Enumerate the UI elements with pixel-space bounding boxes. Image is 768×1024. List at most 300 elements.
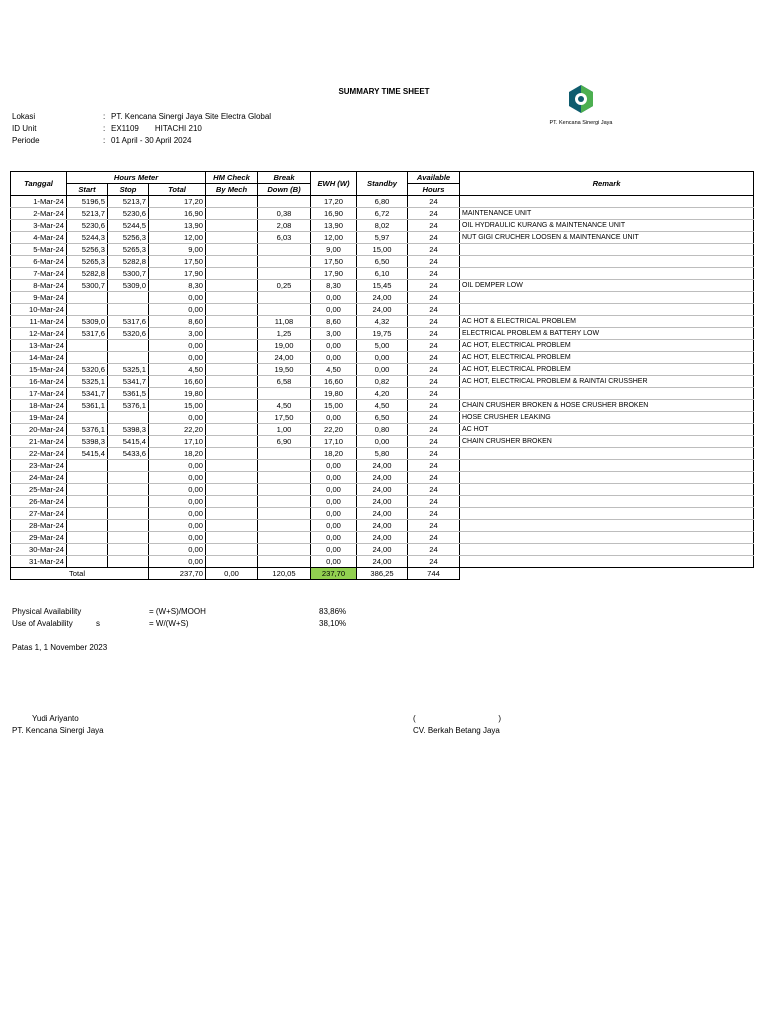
company-logo-text: PT. Kencana Sinergi Jaya <box>549 120 613 126</box>
cell-remark <box>460 520 754 532</box>
cell-stop <box>108 484 149 496</box>
cell-start: 5415,4 <box>67 448 108 460</box>
cell-date: 11-Mar-24 <box>11 316 67 328</box>
cell-remark: HOSE CRUSHER LEAKING <box>460 412 754 424</box>
header-breakdown-1: Break <box>258 172 311 184</box>
cell-standby: 15,45 <box>357 280 408 292</box>
cell-standby: 4,20 <box>357 388 408 400</box>
location-label: Lokasi <box>12 112 36 121</box>
cell-total: 12,00 <box>149 232 206 244</box>
cell-standby: 6,50 <box>357 256 408 268</box>
cell-start: 5196,5 <box>67 196 108 208</box>
cell-breakdown: 6,58 <box>258 376 311 388</box>
cell-ewh: 15,00 <box>311 400 357 412</box>
cell-stop <box>108 544 149 556</box>
cell-breakdown: 19,00 <box>258 340 311 352</box>
table-row <box>11 448 754 460</box>
header-standby: Standby <box>357 172 408 196</box>
cell-date: 10-Mar-24 <box>11 304 67 316</box>
availability-formulas <box>12 606 346 630</box>
cell-ewh: 0,00 <box>311 352 357 364</box>
cell-breakdown: 4,50 <box>258 400 311 412</box>
cell-breakdown: 1,25 <box>258 328 311 340</box>
cell-available: 24 <box>408 352 460 364</box>
cell-remark <box>460 256 754 268</box>
cell-standby: 24,00 <box>357 496 408 508</box>
table-row <box>11 412 754 424</box>
cell-stop <box>108 292 149 304</box>
cell-ewh: 4,50 <box>311 364 357 376</box>
cell-breakdown <box>258 532 311 544</box>
total-standby: 386,25 <box>357 568 408 580</box>
cell-start: 5213,7 <box>67 208 108 220</box>
cell-available: 24 <box>408 304 460 316</box>
table-row <box>11 304 754 316</box>
cell-remark: AC HOT & ELECTRICAL PROBLEM <box>460 316 754 328</box>
cell-remark <box>460 556 754 568</box>
cell-hm-check <box>206 556 258 568</box>
cell-start: 5398,3 <box>67 436 108 448</box>
cell-breakdown: 24,00 <box>258 352 311 364</box>
cell-total: 0,00 <box>149 304 206 316</box>
cell-standby: 5,97 <box>357 232 408 244</box>
cell-date: 6-Mar-24 <box>11 256 67 268</box>
period-label: Periode <box>12 136 40 145</box>
cell-available: 24 <box>408 532 460 544</box>
cell-date: 27-Mar-24 <box>11 508 67 520</box>
cell-start: 5320,6 <box>67 364 108 376</box>
cell-available: 24 <box>408 424 460 436</box>
cell-start <box>67 532 108 544</box>
cell-hm-check <box>206 268 258 280</box>
cell-remark <box>460 196 754 208</box>
cell-stop <box>108 304 149 316</box>
cell-available: 24 <box>408 496 460 508</box>
cell-total: 19,80 <box>149 388 206 400</box>
cell-date: 22-Mar-24 <box>11 448 67 460</box>
total-hours: 237,70 <box>149 568 206 580</box>
cell-available: 24 <box>408 208 460 220</box>
cell-start <box>67 460 108 472</box>
cell-total: 8,30 <box>149 280 206 292</box>
cell-ewh: 16,90 <box>311 208 357 220</box>
cell-breakdown <box>258 460 311 472</box>
cell-hm-check <box>206 232 258 244</box>
total-remark-empty <box>460 568 754 580</box>
cell-breakdown <box>258 448 311 460</box>
cell-start <box>67 484 108 496</box>
table-row <box>11 232 754 244</box>
cell-start <box>67 544 108 556</box>
cell-available: 24 <box>408 280 460 292</box>
cell-start: 5341,7 <box>67 388 108 400</box>
cell-total: 16,90 <box>149 208 206 220</box>
cell-total: 0,00 <box>149 292 206 304</box>
cell-available: 24 <box>408 220 460 232</box>
cell-hm-check <box>206 544 258 556</box>
cell-available: 24 <box>408 364 460 376</box>
paren-close: ) <box>498 714 501 723</box>
table-row <box>11 376 754 388</box>
cell-remark <box>460 508 754 520</box>
cell-breakdown: 17,50 <box>258 412 311 424</box>
paren-open: ( <box>413 714 416 723</box>
location-value: PT. Kencana Sinergi Jaya Site Electra Global <box>111 112 272 121</box>
cell-breakdown: 19,50 <box>258 364 311 376</box>
cell-available: 24 <box>408 316 460 328</box>
cell-available: 24 <box>408 340 460 352</box>
cell-breakdown <box>258 244 311 256</box>
cell-standby: 0,80 <box>357 424 408 436</box>
cell-hm-check <box>206 436 258 448</box>
header-breakdown-2: Down (B) <box>258 184 311 196</box>
cell-available: 24 <box>408 256 460 268</box>
cell-breakdown <box>258 256 311 268</box>
cell-hm-check <box>206 280 258 292</box>
cell-date: 20-Mar-24 <box>11 424 67 436</box>
cell-breakdown: 0,25 <box>258 280 311 292</box>
cell-available: 24 <box>408 388 460 400</box>
formula-label: Physical Availability <box>12 607 82 616</box>
cell-hm-check <box>206 196 258 208</box>
cell-ewh: 0,00 <box>311 496 357 508</box>
cell-standby: 24,00 <box>357 520 408 532</box>
cell-hm-check <box>206 340 258 352</box>
cell-hm-check <box>206 388 258 400</box>
cell-available: 24 <box>408 556 460 568</box>
cell-start: 5244,3 <box>67 232 108 244</box>
cell-start <box>67 352 108 364</box>
cell-start: 5376,1 <box>67 424 108 436</box>
cell-total: 0,00 <box>149 508 206 520</box>
cell-total: 17,90 <box>149 268 206 280</box>
cell-available: 24 <box>408 376 460 388</box>
cell-breakdown <box>258 292 311 304</box>
cell-remark <box>460 292 754 304</box>
cell-remark <box>460 544 754 556</box>
cell-breakdown <box>258 472 311 484</box>
cell-remark <box>460 484 754 496</box>
formula-value: 38,10% <box>319 619 347 628</box>
cell-ewh: 18,20 <box>311 448 357 460</box>
cell-stop: 5244,5 <box>108 220 149 232</box>
cell-ewh: 0,00 <box>311 292 357 304</box>
cell-available: 24 <box>408 544 460 556</box>
unit-label: ID Unit <box>12 124 37 133</box>
cell-standby: 6,10 <box>357 268 408 280</box>
cell-standby: 4,50 <box>357 400 408 412</box>
company-logo-icon <box>566 84 596 114</box>
cell-standby: 24,00 <box>357 556 408 568</box>
colon: : <box>103 124 106 133</box>
cell-standby: 24,00 <box>357 532 408 544</box>
cell-ewh: 22,20 <box>311 424 357 436</box>
cell-total: 0,00 <box>149 472 206 484</box>
cell-start <box>67 508 108 520</box>
cell-start: 5230,6 <box>67 220 108 232</box>
cell-remark: CHAIN CRUSHER BROKEN & HOSE CRUSHER BROKEN <box>460 400 754 412</box>
cell-standby: 24,00 <box>357 544 408 556</box>
cell-start <box>67 412 108 424</box>
table-row <box>11 280 754 292</box>
cell-start: 5317,6 <box>67 328 108 340</box>
cell-standby: 6,80 <box>357 196 408 208</box>
table-row <box>11 436 754 448</box>
cell-stop: 5398,3 <box>108 424 149 436</box>
cell-total: 15,00 <box>149 400 206 412</box>
table-row <box>11 220 754 232</box>
place-date: Patas 1, 1 November 2023 <box>12 643 108 652</box>
table-row <box>11 292 754 304</box>
cell-hm-check <box>206 328 258 340</box>
cell-hm-check <box>206 316 258 328</box>
cell-date: 17-Mar-24 <box>11 388 67 400</box>
cell-total: 0,00 <box>149 532 206 544</box>
cell-date: 8-Mar-24 <box>11 280 67 292</box>
cell-start <box>67 304 108 316</box>
cell-breakdown: 0,38 <box>258 208 311 220</box>
cell-hm-check <box>206 256 258 268</box>
cell-hm-check <box>206 412 258 424</box>
cell-hm-check <box>206 220 258 232</box>
header-hm-check-1: HM Check <box>206 172 258 184</box>
colon: : <box>103 112 106 121</box>
cell-date: 13-Mar-24 <box>11 340 67 352</box>
cell-available: 24 <box>408 448 460 460</box>
total-hm-check: 0,00 <box>206 568 258 580</box>
cell-remark <box>460 388 754 400</box>
cell-date: 23-Mar-24 <box>11 460 67 472</box>
cell-start: 5256,3 <box>67 244 108 256</box>
cell-total: 0,00 <box>149 412 206 424</box>
cell-total: 18,20 <box>149 448 206 460</box>
cell-breakdown <box>258 268 311 280</box>
cell-date: 5-Mar-24 <box>11 244 67 256</box>
cell-breakdown: 6,90 <box>258 436 311 448</box>
cell-stop: 5309,0 <box>108 280 149 292</box>
cell-standby: 5,00 <box>357 340 408 352</box>
cell-hm-check <box>206 244 258 256</box>
table-row <box>11 364 754 376</box>
cell-standby: 19,75 <box>357 328 408 340</box>
cell-hm-check <box>206 532 258 544</box>
unit-model: HITACHI 210 <box>154 124 202 133</box>
cell-hm-check <box>206 208 258 220</box>
cell-ewh: 0,00 <box>311 520 357 532</box>
table-row <box>11 556 754 568</box>
cell-ewh: 8,30 <box>311 280 357 292</box>
cell-total: 0,00 <box>149 340 206 352</box>
cell-date: 7-Mar-24 <box>11 268 67 280</box>
cell-start: 5300,7 <box>67 280 108 292</box>
cell-start: 5265,3 <box>67 256 108 268</box>
cell-remark: AC HOT, ELECTRICAL PROBLEM <box>460 364 754 376</box>
cell-hm-check <box>206 484 258 496</box>
formula-label: Use of Avalability <box>12 619 73 628</box>
signature-blank <box>413 714 501 723</box>
cell-stop: 5433,6 <box>108 448 149 460</box>
formula-expression: = W/(W+S) <box>149 619 189 628</box>
cell-ewh: 9,00 <box>311 244 357 256</box>
unit-id: EX1109 <box>111 124 139 133</box>
table-row <box>11 400 754 412</box>
table-row <box>11 208 754 220</box>
cell-standby: 0,00 <box>357 352 408 364</box>
cell-stop: 5213,7 <box>108 196 149 208</box>
cell-date: 21-Mar-24 <box>11 436 67 448</box>
table-row <box>11 340 754 352</box>
cell-remark: CHAIN CRUSHER BROKEN <box>460 436 754 448</box>
table-row <box>11 256 754 268</box>
cell-stop: 5256,3 <box>108 232 149 244</box>
table-row <box>11 496 754 508</box>
table-row <box>11 388 754 400</box>
cell-stop <box>108 460 149 472</box>
table-row <box>11 532 754 544</box>
signer-name: Yudi Ariyanto <box>32 714 79 723</box>
cell-date: 28-Mar-24 <box>11 520 67 532</box>
cell-date: 1-Mar-24 <box>11 196 67 208</box>
cell-total: 17,20 <box>149 196 206 208</box>
total-label: Total <box>11 568 149 580</box>
cell-total: 0,00 <box>149 460 206 472</box>
cell-remark <box>460 496 754 508</box>
cell-breakdown <box>258 196 311 208</box>
cell-total: 16,60 <box>149 376 206 388</box>
header-ewh: EWH (W) <box>311 172 357 196</box>
cell-available: 24 <box>408 508 460 520</box>
cell-breakdown: 6,03 <box>258 232 311 244</box>
cell-date: 4-Mar-24 <box>11 232 67 244</box>
total-available: 744 <box>408 568 460 580</box>
cell-total: 0,00 <box>149 520 206 532</box>
cell-stop <box>108 340 149 352</box>
cell-remark: AC HOT, ELECTRICAL PROBLEM <box>460 352 754 364</box>
cell-ewh: 19,80 <box>311 388 357 400</box>
cell-stop: 5376,1 <box>108 400 149 412</box>
cell-breakdown <box>258 304 311 316</box>
cell-ewh: 17,20 <box>311 196 357 208</box>
cell-ewh: 0,00 <box>311 472 357 484</box>
cell-date: 2-Mar-24 <box>11 208 67 220</box>
cell-stop <box>108 412 149 424</box>
cell-stop: 5415,4 <box>108 436 149 448</box>
cell-stop: 5320,6 <box>108 328 149 340</box>
cell-available: 24 <box>408 412 460 424</box>
cell-ewh: 3,00 <box>311 328 357 340</box>
period-value: 01 April - 30 April 2024 <box>111 136 192 145</box>
header-hm-check-2: By Mech <box>206 184 258 196</box>
cell-hm-check <box>206 304 258 316</box>
table-row <box>11 268 754 280</box>
cell-stop: 5361,5 <box>108 388 149 400</box>
cell-standby: 8,02 <box>357 220 408 232</box>
cell-breakdown <box>258 556 311 568</box>
cell-breakdown <box>258 508 311 520</box>
cell-date: 16-Mar-24 <box>11 376 67 388</box>
cell-date: 18-Mar-24 <box>11 400 67 412</box>
cell-stop: 5230,6 <box>108 208 149 220</box>
cell-ewh: 17,10 <box>311 436 357 448</box>
cell-hm-check <box>206 460 258 472</box>
table-row <box>11 484 754 496</box>
table-row <box>11 328 754 340</box>
cell-remark <box>460 244 754 256</box>
cell-stop: 5341,7 <box>108 376 149 388</box>
cell-remark <box>460 268 754 280</box>
document-title: SUMMARY TIME SHEET <box>338 87 430 96</box>
cell-standby: 4,32 <box>357 316 408 328</box>
total-ewh: 237,70 <box>311 568 357 580</box>
cell-remark: AC HOT, ELECTRICAL PROBLEM <box>460 340 754 352</box>
cell-available: 24 <box>408 292 460 304</box>
cell-date: 31-Mar-24 <box>11 556 67 568</box>
formula-expression: = (W+S)/MOOH <box>149 607 206 616</box>
cell-standby: 24,00 <box>357 292 408 304</box>
cell-date: 15-Mar-24 <box>11 364 67 376</box>
cell-hm-check <box>206 508 258 520</box>
cell-total: 22,20 <box>149 424 206 436</box>
cell-date: 14-Mar-24 <box>11 352 67 364</box>
cell-ewh: 0,00 <box>311 484 357 496</box>
cell-date: 25-Mar-24 <box>11 484 67 496</box>
cell-total: 17,10 <box>149 436 206 448</box>
cell-standby: 0,00 <box>357 364 408 376</box>
cell-breakdown <box>258 388 311 400</box>
formula-row <box>12 618 346 630</box>
cell-standby: 24,00 <box>357 508 408 520</box>
cell-date: 24-Mar-24 <box>11 472 67 484</box>
formula-row <box>12 606 346 618</box>
header-remark: Remark <box>460 172 754 196</box>
cell-start: 5325,1 <box>67 376 108 388</box>
header-available-1: Available <box>408 172 460 184</box>
table-row <box>11 424 754 436</box>
cell-start <box>67 556 108 568</box>
cell-hm-check <box>206 496 258 508</box>
cell-stop <box>108 472 149 484</box>
cell-stop <box>108 556 149 568</box>
cell-start <box>67 340 108 352</box>
cell-ewh: 17,90 <box>311 268 357 280</box>
header-stop: Stop <box>108 184 149 196</box>
cell-hm-check <box>206 520 258 532</box>
header-total: Total <box>149 184 206 196</box>
cell-remark: OIL HYDRAULIC KURANG & MAINTENANCE UNIT <box>460 220 754 232</box>
cell-total: 8,60 <box>149 316 206 328</box>
cell-hm-check <box>206 364 258 376</box>
cell-standby: 15,00 <box>357 244 408 256</box>
cell-total: 0,00 <box>149 496 206 508</box>
counterparty-company: CV. Berkah Betang Jaya <box>413 726 500 735</box>
total-breakdown: 120,05 <box>258 568 311 580</box>
cell-ewh: 0,00 <box>311 544 357 556</box>
cell-total: 4,50 <box>149 364 206 376</box>
cell-stop: 5282,8 <box>108 256 149 268</box>
cell-hm-check <box>206 292 258 304</box>
cell-date: 30-Mar-24 <box>11 544 67 556</box>
cell-standby: 0,82 <box>357 376 408 388</box>
colon: : <box>103 136 106 145</box>
cell-date: 19-Mar-24 <box>11 412 67 424</box>
formula-s <box>96 606 149 618</box>
cell-remark <box>460 472 754 484</box>
cell-breakdown <box>258 520 311 532</box>
cell-available: 24 <box>408 244 460 256</box>
cell-breakdown <box>258 544 311 556</box>
cell-available: 24 <box>408 460 460 472</box>
cell-remark <box>460 304 754 316</box>
